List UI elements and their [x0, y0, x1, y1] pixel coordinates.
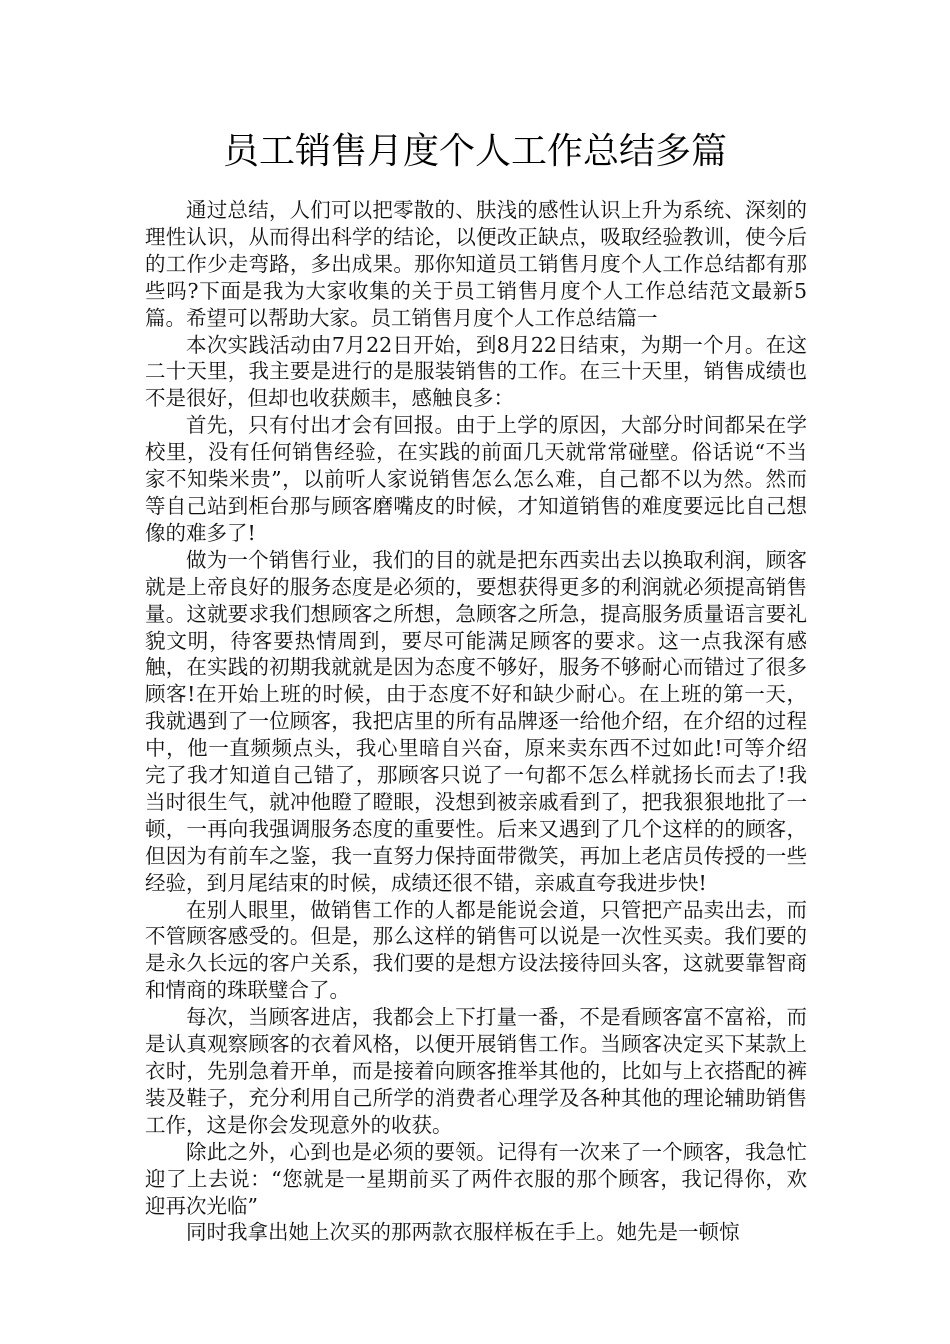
paragraph-practice-period: 本次实践活动由7月22日开始，到8月22日结束，为期一个月。在这二十天里，我主要是进行的是服装销售的工作。在三十天里，销售成绩也不是很好，但却也收获颇丰，感触良多： — [145, 332, 807, 411]
paragraph-samples: 同时我拿出她上次买的那两款衣服样板在手上。她先是一顿惊 — [186, 1220, 740, 1245]
paragraph-customer-relations: 在别人眼里，做销售工作的人都是能说会道，只管把产品卖出去，而不管顾客感受的。但是，那么这样的销售可以说是一次性买卖。我们要的是永久长远的客户关系，我们要的是想方设法接待回头客，这就要靠智商和情商的珠联璧合了。 — [145, 897, 807, 1003]
paragraph-service-attitude: 做为一个销售行业，我们的目的就是把东西卖出去以换取利润，顾客就是上帝良好的服务态度是必须的，要想获得更多的利润就必须提高销售量。这就要求我们想顾客之所想，急顾客之所急，提高服务质量语言要礼貌文明，待客要热情周到，要尽可能满足顾客的要求。这一点我深有感触，在实践的初期我就就是因为态度不够好，服务不够耐心而错过了很多顾客!在开始上班的时候，由于态度不好和缺少耐心。在上班的第一天，我就遇到了一位顾客，我把店里的所有品牌逐一给他介绍，在介绍的过程中，他一直频频点头，我心里暗自兴奋，原来卖东西不过如此!可等介绍完了我才知道自己错了，那顾客只说了一句都不怎么样就扬长而去了!我当时很生气，就冲他瞪了瞪眼，没想到被亲戚看到了，把我狠狠地批了一顿，一再向我强调服务态度的重要性。后来又遇到了几个这样的的顾客，但因为有前车之鉴，我一直努力保持面带微笑，再加上老店员传授的一些经验，到月尾结束的时候，成绩还很不错，亲戚直夸我进步快! — [145, 547, 807, 895]
paragraph-heart: 除此之外，心到也是必须的要领。记得有一次来了一个顾客，我急忙迎了上去说：“您就是一星期前买了两件衣服的那个顾客，我记得你，欢迎再次光临” — [145, 1139, 807, 1218]
paragraph-effort-reward: 首先，只有付出才会有回报。由于上学的原因，大部分时间都呆在学校里，没有任何销售经验，在实践的前面几天就常常碰壁。俗话说“不当家不知柴米贵”，以前听人家说销售怎么怎么难，自己都不以为然。然而等自己站到柜台那与顾客磨嘴皮的时候，才知道销售的难度要远比自己想像的难多了! — [145, 413, 807, 545]
document-title: 员工销售月度个人工作总结多篇 — [222, 131, 727, 172]
paragraph-observe-customer: 每次，当顾客进店，我都会上下打量一番，不是看顾客富不富裕，而是认真观察顾客的衣着风格，以便开展销售工作。当顾客决定买下某款上衣时，先别急着开单，而是接着向顾客推举其他的，比如与上衣搭配的裤装及鞋子，充分利用自己所学的消费者心理学及各种其他的理论辅助销售工作，这是你会发现意外的收获。 — [145, 1005, 807, 1137]
paragraph-intro: 通过总结，人们可以把零散的、肤浅的感性认识上升为系统、深刻的理性认识，从而得出科学的结论，以便改正缺点，吸取经验教训，使今后的工作少走弯路，多出成果。那你知道员工销售月度个人工作总结都有那些吗?下面是我为大家收集的关于员工销售月度个人工作总结范文最新5篇。希望可以帮助大家。员工销售月度个人工作总结篇一 — [145, 198, 807, 330]
document-body — [145, 197, 807, 1246]
